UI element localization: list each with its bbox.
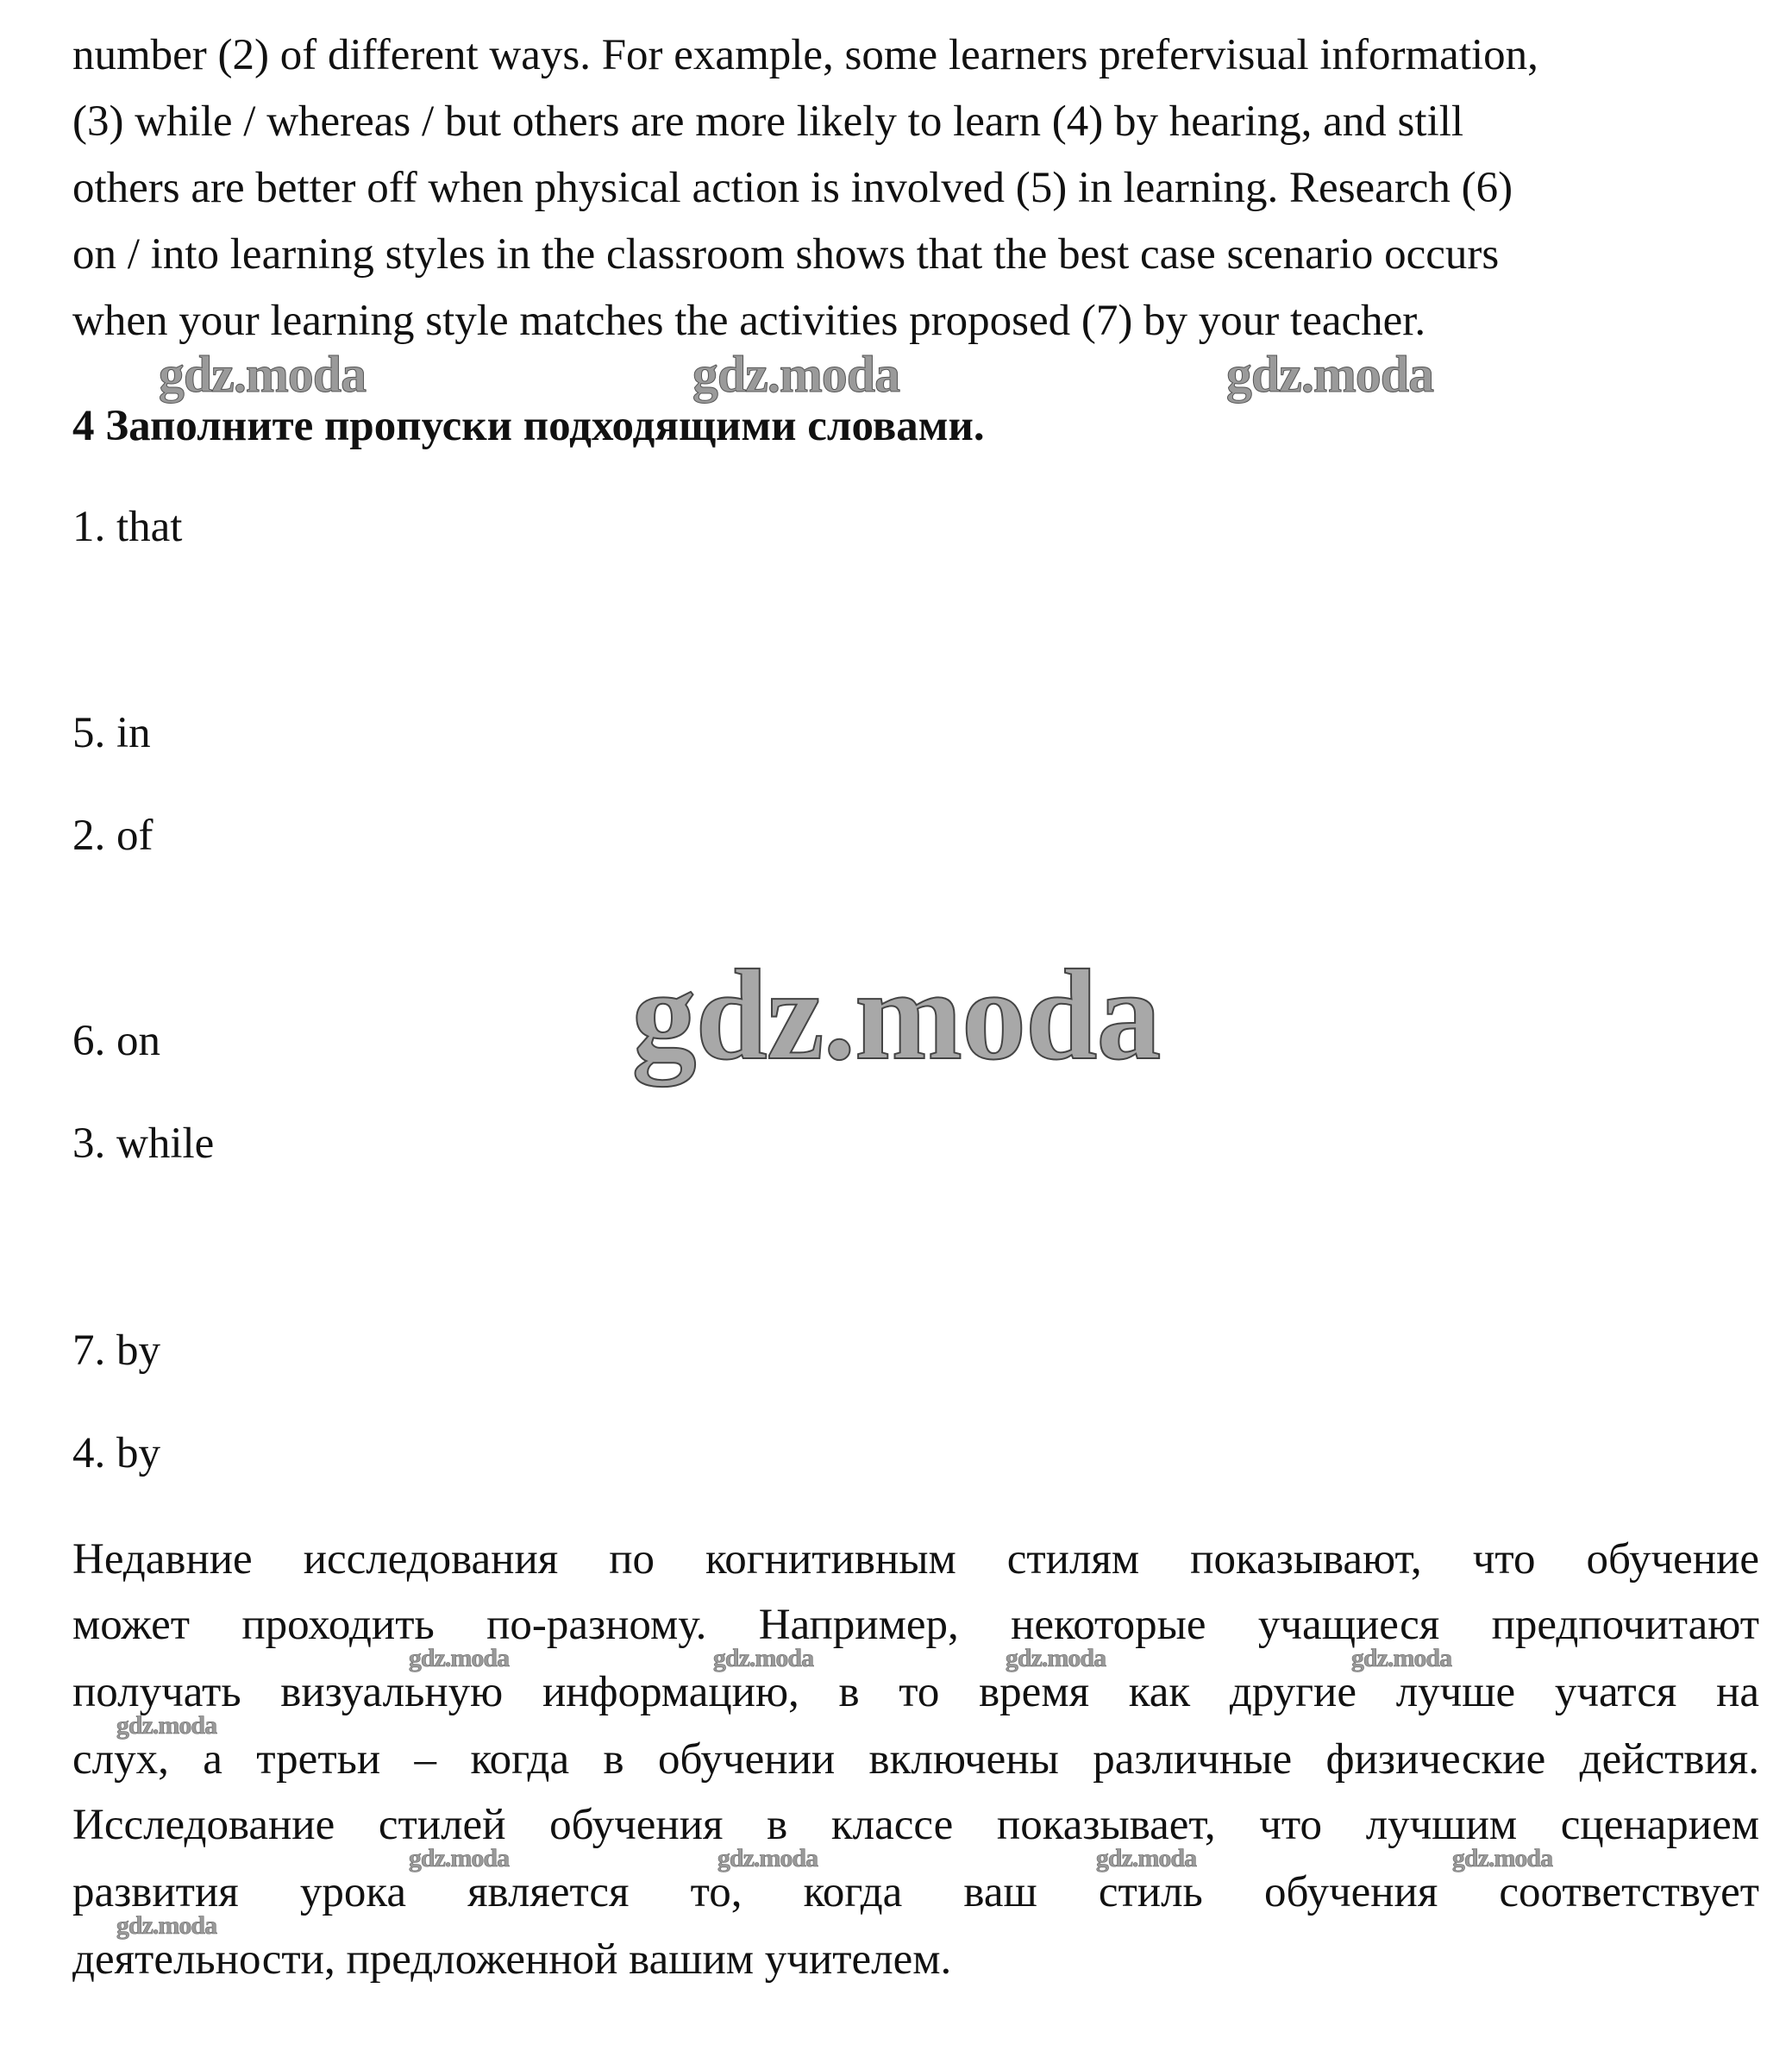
translation-line: развития урока является то, когда ваш стиль обучения соответствует	[72, 1868, 1759, 1916]
answer-item: 4. by	[72, 1429, 160, 1477]
paragraph-line: number (2) of different ways. For example, some learners prefervisual information,	[72, 31, 1538, 79]
paragraph-line: (3) while / whereas / but others are more likely to learn (4) by hearing, and still	[72, 97, 1464, 146]
answer-item: 6. on	[72, 1017, 160, 1065]
watermark: gdz.moda	[116, 1711, 217, 1740]
watermark: gdz.moda	[1350, 1644, 1452, 1672]
watermark: gdz.moda	[158, 346, 367, 403]
translation-line: Недавние исследования по когнитивным стилям показывают, что обучение	[72, 1535, 1759, 1584]
watermark: gdz.moda	[116, 1911, 217, 1940]
exercise-heading: 4 Заполните пропуски подходящими словами.	[72, 402, 985, 450]
paragraph-line: on / into learning styles in the classroom shows that the best case scenario occurs	[72, 230, 1500, 279]
watermark-large: gdz.moda	[631, 944, 1161, 1087]
translation-line: может проходить по-разному. Например, некоторые учащиеся предпочитают	[72, 1601, 1759, 1649]
translation-line: получать визуальную информацию, в то время как другие лучше учатся на	[72, 1668, 1759, 1716]
paragraph-line: when your learning style matches the activities proposed (7) by your teacher.	[72, 297, 1426, 345]
paragraph-line: others are better off when physical action is involved (5) in learning. Research (6)	[72, 164, 1513, 212]
translation-line: деятельности, предложенной вашим учителем.	[72, 1935, 952, 1984]
watermark: gdz.moda	[712, 1644, 814, 1672]
answer-item: 1. that	[72, 503, 183, 551]
translation-line: Исследование стилей обучения в классе показывает, что лучшим сценарием	[72, 1801, 1759, 1849]
watermark: gdz.moda	[1005, 1644, 1106, 1672]
watermark: gdz.moda	[717, 1844, 818, 1872]
watermark: gdz.moda	[1095, 1844, 1197, 1872]
answer-item: 7. by	[72, 1326, 160, 1375]
answer-item: 3. while	[72, 1119, 215, 1168]
watermark: gdz.moda	[1225, 346, 1434, 403]
answer-item: 5. in	[72, 709, 151, 757]
watermark: gdz.moda	[692, 346, 900, 403]
watermark: gdz.moda	[408, 1644, 510, 1672]
answer-item: 2. of	[72, 812, 154, 860]
watermark: gdz.moda	[408, 1844, 510, 1872]
translation-line: слух, а третьи – когда в обучении включены различные физические действия.	[72, 1735, 1759, 1784]
watermark: gdz.moda	[1451, 1844, 1553, 1872]
